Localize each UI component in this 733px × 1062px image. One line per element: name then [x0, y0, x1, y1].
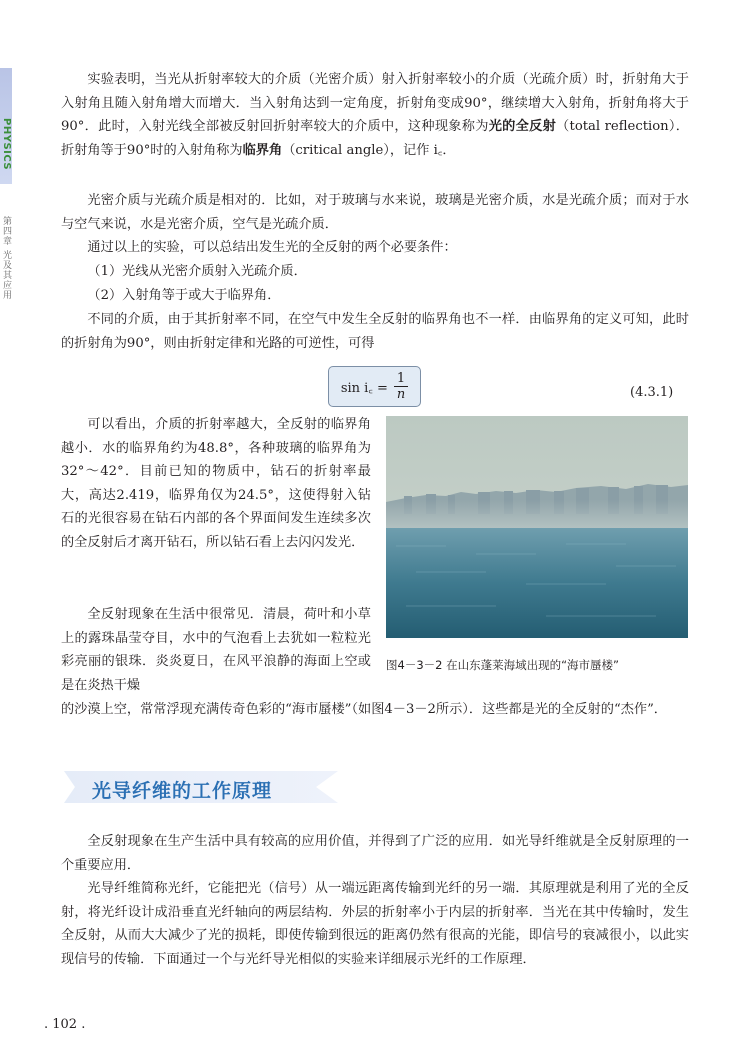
sidebar-chapter-label: 第四章 光及其应用 — [1, 216, 11, 300]
sidebar-subject-label: PHYSICS — [1, 118, 12, 171]
mirage-image — [386, 416, 688, 638]
paragraph-relative-media: 光密介质与光疏介质是相对的．比如，对于玻璃与水来说，玻璃是光密介质，水是光疏介质；而对于水与空气来说，水是光密介质，空气是光疏介质． — [61, 193, 689, 232]
paragraph-refractive-index: 可以看出，介质的折射率越大，全反射的临界角越小．水的临界角约为48.8°，各种玻璃的临界角为32°～42°．目前已知的物质中，钻石的折射率最大，高达2.419，临界角仅为24.5°，这使得射入钻石的光很容易在钻石内部的各个界面间发生连续多次的全反射后才离开钻石，所以钻石看上去闪闪发光． — [61, 417, 371, 550]
figure-caption: 图4－3－2 在山东蓬莱海域出现的“海市蜃楼” — [386, 658, 620, 672]
paragraph-conditions-intro: 通过以上的实验，可以总结出发生光的全反射的两个必要条件： — [87, 240, 457, 255]
mirage-photo — [386, 416, 688, 638]
page-number: . 102 . — [44, 1017, 86, 1032]
paragraph-critical-angle-derivation: 不同的介质，由于其折射率不同，在空气中发生全反射的临界角也不一样．由临界角的定义可知，此时的折射角为90°，则由折射定律和光路的可逆性，可得 — [61, 312, 689, 351]
paragraph-mirage: 全反射现象在生活中很常见．清晨，荷叶和小草上的露珠晶莹夺目，水中的气泡看上去犹如一粒粒光彩亮丽的银珠．炎炎夏日，在风平浪静的海面上空或是在炎热干燥 — [61, 607, 371, 693]
paragraph-text: （critical angle），记作 i꜀． — [282, 142, 456, 158]
formula-lhs: sin i꜀ = — [340, 380, 388, 396]
paragraph-text: （total reflection）．折射角等于90°时的入射角称为 — [61, 119, 689, 158]
paragraph-text: 实验表明，当光从折射率较大的介质（光密介质）射入折射率较小的介质（光疏介质）时，折射角大于入射角且随入射角增大而增大．当入射角达到一定角度，折射角变成90°，继续增大入射角，折射角将大于90°．此时，入射光线全部被反射回折射率较大的介质中，这种现象称为 — [61, 72, 689, 135]
formula-numerator: 1 — [394, 371, 408, 387]
formula-box — [328, 366, 421, 407]
paragraph-applications: 全反射现象在生产生活中具有较高的应用价值，并得到了广泛的应用．如光导纤维就是全反射原理的一个重要应用． — [61, 834, 689, 873]
term-total-reflection: 光的全反射 — [488, 119, 557, 135]
paragraph-mirage-continued: 的沙漠上空，常常浮现充满传奇色彩的“海市蜃楼”（如图4－3－2所示）．这些都是光的全反射的“杰作”． — [61, 702, 667, 717]
paragraph-total-reflection — [61, 68, 689, 162]
condition-item-2: （2）入射角等于或大于临界角． — [87, 288, 281, 303]
equation-number: (4.3.1) — [630, 385, 674, 400]
formula-denominator: n — [396, 387, 406, 402]
condition-item-1: （1）光线从光密介质射入光疏介质． — [87, 264, 307, 279]
term-critical-angle: 临界角 — [242, 142, 283, 158]
formula-fraction — [394, 371, 408, 402]
section-title: 光导纤维的工作原理 — [92, 780, 273, 802]
paragraph-optical-fiber: 光导纤维简称光纤，它能把光（信号）从一端远距离传输到光纤的另一端．其原理就是利用了光的全反射，将光纤设计成沿垂直光纤轴向的两层结构．外层的折射率小于内层的折射率．当光在其中传输时，发生全反射，从而大大减少了光的损耗，即使传输到很远的距离仍然有很高的光能，即信号的衰减很小，以此实现信号的传输．下面通过一个与光纤导光相似的实验来详细展示光纤的工作原理． — [61, 881, 689, 967]
